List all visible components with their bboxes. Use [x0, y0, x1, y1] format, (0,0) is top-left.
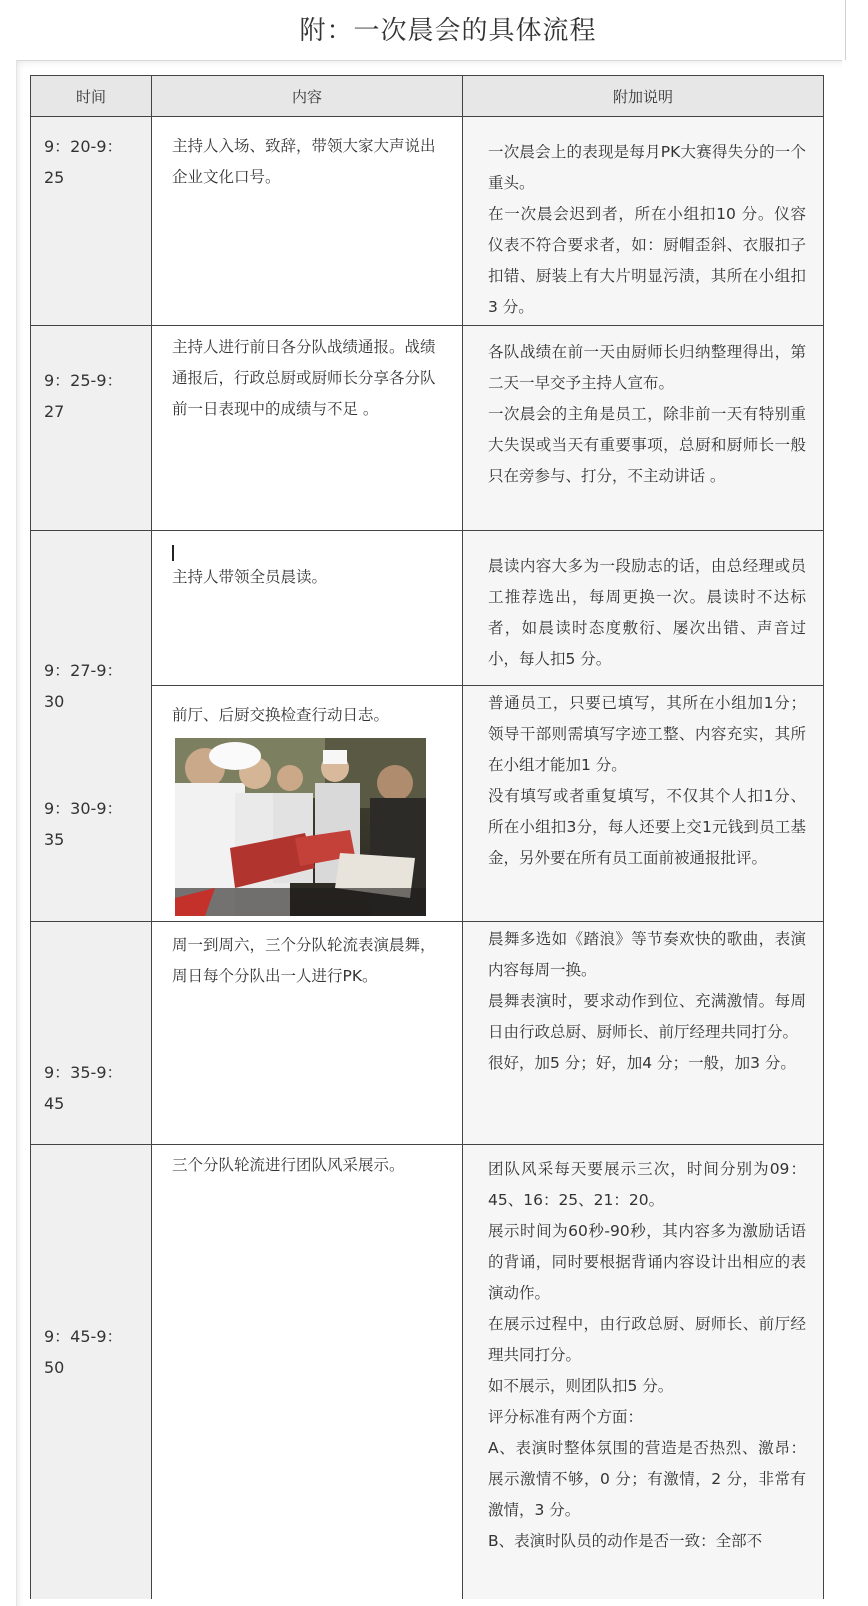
note-line: 没有填写或者重复填写，不仅其个人扣1分、所在小组扣3分，每人还要上交1元钱到员工基金，另外要在所有员工面前被通报批评。	[488, 787, 806, 867]
header-notes: 附加说明	[612, 87, 673, 106]
note-line: 团队风采每天要展示三次，时间分别为09：45、16：25、21：20。	[488, 1160, 806, 1209]
note-line: B、表演时队员的动作是否一致：全部不	[488, 1532, 763, 1550]
row-notes	[488, 1154, 806, 1557]
row-time: 9：45-9： 50	[44, 1327, 123, 1377]
note-line: 如不展示，则团队扣5 分。	[488, 1377, 674, 1395]
chefs-reading-photo	[175, 738, 426, 916]
row-notes	[488, 137, 806, 323]
row-time: 9：30-9： 35	[44, 799, 123, 849]
row-time: 9：25-9： 27	[44, 371, 123, 421]
note-line: 很好，加5 分；好，加4 分；一般，加3 分。	[488, 1054, 796, 1072]
grid-line	[462, 75, 463, 1599]
note-line: 各队战绩在前一天由厨师长归纳整理得出，第二天一早交予主持人宣布。	[488, 343, 806, 392]
row-content: 三个分队轮流进行团队风采展示。	[172, 1156, 405, 1174]
header-content: 内容	[291, 87, 322, 106]
text-cursor	[172, 545, 174, 561]
row-content: 主持人入场、致辞，带领大家大声说出企业文化口号。	[172, 137, 436, 186]
header-time: 时间	[75, 87, 106, 106]
row-content: 主持人带领全员晨读。	[172, 568, 328, 586]
row-time: 9：35-9： 45	[44, 1063, 123, 1113]
grid-line	[30, 921, 824, 922]
note-line: 晨读内容大多为一段励志的话，由总经理或员工推荐选出，每周更换一次。晨读时不达标者，如晨读时态度敷衍、屡次出错、声音过小，每人扣5 分。	[488, 557, 806, 668]
page-title: 附：一次晨会的具体流程	[299, 16, 597, 46]
grid-line	[30, 325, 824, 326]
row-notes	[488, 337, 806, 492]
note-line: 晨舞表演时，要求动作到位、充满激情。每周日由行政总厨、厨师长、前厅经理共同打分。	[488, 992, 806, 1041]
note-line: A、表演时整体氛围的营造是否热烈、激昂：展示激情不够，0 分；有激情，2 分，非常有激情，3 分。	[488, 1439, 806, 1519]
note-line: 在展示过程中，由行政总厨、厨师长、前厅经理共同打分。	[488, 1315, 806, 1364]
note-line: 一次晨会的主角是员工，除非前一天有特别重大失误或当天有重要事项，总厨和厨师长一般只在旁参与、打分，不主动讲话 。	[488, 405, 806, 485]
grid-line	[151, 75, 152, 1599]
row-time: 9：27-9： 30	[44, 661, 123, 711]
note-line: 晨舞多选如《踏浪》等节奏欢快的歌曲，表演内容每周一换。	[488, 930, 806, 979]
row-content: 前厅、后厨交换检查行动日志。	[172, 706, 390, 724]
note-line: 在一次晨会迟到者，所在小组扣10 分。仪容仪表不符合要求者，如：厨帽歪斜、衣服扣子扣错、厨装上有大片明显污渍，其所在小组扣3 分。	[488, 205, 806, 316]
grid-line	[30, 530, 824, 531]
grid-line	[823, 75, 824, 1599]
row-time: 9：20-9： 25	[44, 137, 123, 187]
grid-line	[30, 116, 824, 117]
grid-line	[151, 685, 824, 686]
note-line: 普通员工，只要已填写，其所在小组加1分；领导干部则需填写字迹工整、内容充实，其所在小组才能加1 分。	[488, 694, 806, 774]
edge-rule	[845, 0, 846, 60]
note-line: 展示时间为60秒-90秒，其内容多为激励话语的背诵，同时要根据背诵内容设计出相应的表演动作。	[488, 1222, 806, 1302]
note-line: 一次晨会上的表现是每月PK大赛得失分的一个重头。	[488, 143, 806, 192]
note-line: 评分标准有两个方面：	[488, 1408, 644, 1426]
grid-line	[30, 75, 824, 76]
row-notes	[488, 924, 806, 1079]
row-notes	[488, 551, 806, 675]
row-content: 周一到周六，三个分队轮流表演晨舞，周日每个分队出一人进行PK。	[172, 936, 436, 985]
grid-line	[30, 75, 31, 1599]
row-content: 主持人进行前日各分队战绩通报。战绩通报后，行政总厨或厨师长分享各分队前一日表现中的成绩与不足 。	[172, 338, 436, 418]
grid-line	[30, 1144, 824, 1145]
row-notes	[488, 688, 806, 874]
